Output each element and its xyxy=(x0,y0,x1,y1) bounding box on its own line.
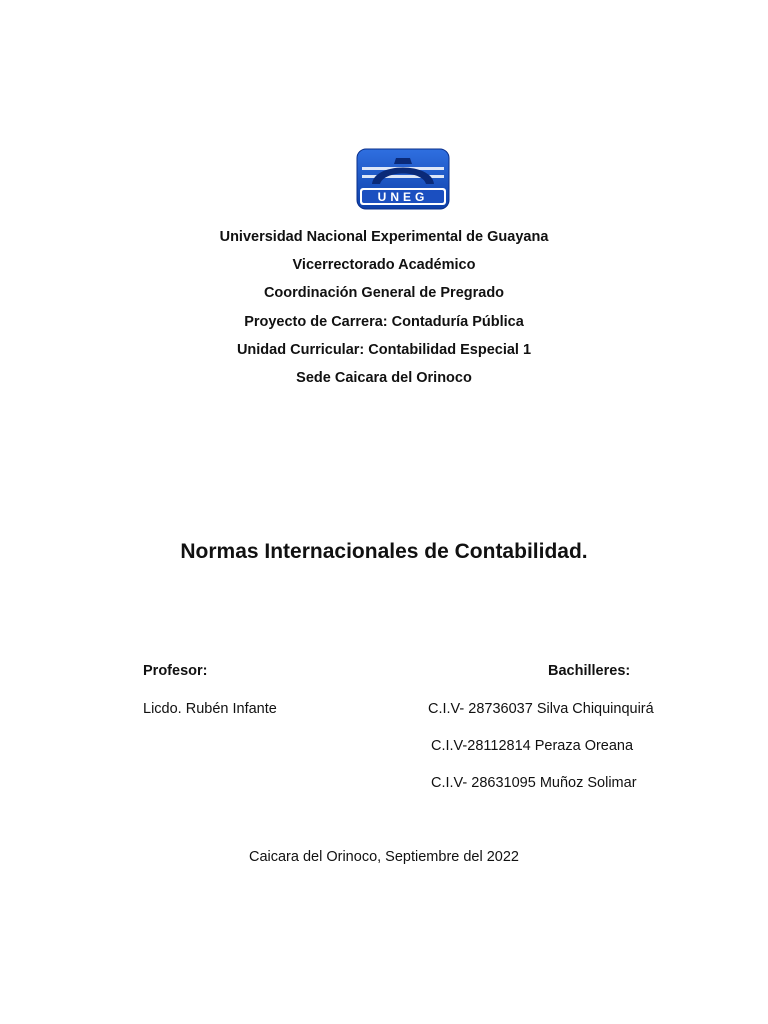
vice-rectorate: Vicerrectorado Académico xyxy=(292,257,476,273)
professor-name: Licdo. Rubén Infante xyxy=(143,701,277,717)
student-entry: C.I.V- 28736037 Silva Chiquinquirá xyxy=(428,701,654,717)
document-title: Normas Internacionales de Contabilidad. xyxy=(180,540,588,563)
logo-text: UNEG xyxy=(377,190,429,204)
professor-label: Profesor: xyxy=(143,663,208,679)
place-date: Caicara del Orinoco, Septiembre del 2022 xyxy=(248,849,519,865)
student-entry: C.I.V- 28631095 Muñoz Solimar xyxy=(431,775,637,791)
students-label: Bachilleres: xyxy=(548,663,631,679)
university-name: Universidad Nacional Experimental de Guayana xyxy=(219,229,549,245)
curricular-unit: Unidad Curricular: Contabilidad Especial 1 xyxy=(236,342,532,358)
career-project: Proyecto de Carrera: Contaduría Pública xyxy=(244,314,524,330)
student-entry: C.I.V-28112814 Peraza Oreana xyxy=(431,738,634,754)
campus: Sede Caicara del Orinoco xyxy=(296,370,472,386)
uneg-logo xyxy=(356,148,450,210)
coordination: Coordinación General de Pregrado xyxy=(263,285,505,301)
